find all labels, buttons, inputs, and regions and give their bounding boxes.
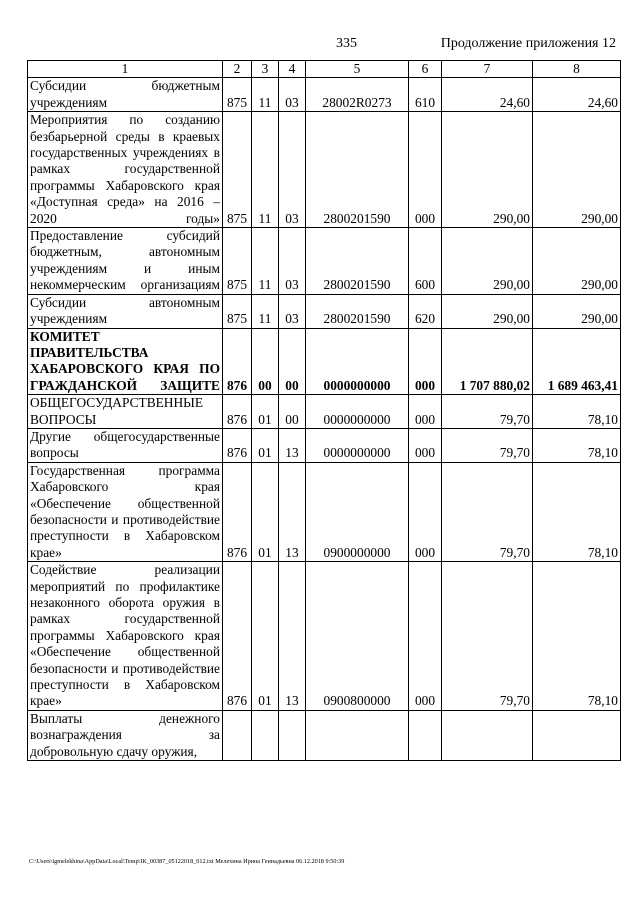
subsection-code-cell: 13 (279, 562, 306, 711)
row-name-cell: Мероприятия по созданию безбарьерной среды в краевых государственных учреждениях в рамках государственной программы Хабаровского края «Доступная среда» на 2016 – 2020 годы» (28, 112, 223, 228)
admin-code-cell: 875 (223, 112, 252, 228)
subsection-code-cell: 03 (279, 228, 306, 295)
expense-type-cell: 000 (409, 462, 442, 561)
column-header: 3 (252, 61, 279, 78)
amount-2019-cell: 290,00 (442, 294, 533, 328)
admin-code-cell: 876 (223, 328, 252, 395)
file-path-footer: C:\Users\igmelekhina\AppData\Local\Temp\IK_00387_05122018_012.txt Мелехина Ирина Геннадьевна 06.12.2018 9:50:39 (29, 858, 345, 865)
expense-type-cell: 000 (409, 112, 442, 228)
admin-code-cell: 875 (223, 294, 252, 328)
row-name-cell: Содействие реализации мероприятий по профилактике незаконного оборота оружия в рамках государственной программы Хабаровского края «Обеспечение общественной безопасности и противодействие преступности в Хабаровском крае» (28, 562, 223, 711)
subsection-code-cell: 13 (279, 428, 306, 462)
subsection-code-cell: 03 (279, 112, 306, 228)
section-code-cell: 01 (252, 462, 279, 561)
row-name-cell: Государственная программа Хабаровского края «Обеспечение общественной безопасности и противодействие преступности в Хабаровском крае» (28, 462, 223, 561)
row-name-cell: Другие общегосударственные вопросы (28, 428, 223, 462)
amount-2020-cell: 1 689 463,41 (533, 328, 621, 395)
column-header: 5 (306, 61, 409, 78)
amount-2019-cell: 79,70 (442, 395, 533, 429)
table-row (28, 294, 621, 328)
row-name-cell: Предоставление субсидий бюджетным, автономным учреждениям и иным некоммерческим организациям (28, 228, 223, 295)
table-header-row (28, 61, 621, 78)
target-article-cell: 0000000000 (306, 395, 409, 429)
column-header: 7 (442, 61, 533, 78)
expense-type-cell: 620 (409, 294, 442, 328)
column-header: 1 (28, 61, 223, 78)
subsection-code-cell (279, 710, 306, 760)
target-article-cell: 2800201590 (306, 112, 409, 228)
admin-code-cell: 875 (223, 78, 252, 112)
expense-type-cell: 600 (409, 228, 442, 295)
section-code-cell: 01 (252, 395, 279, 429)
expense-type-cell: 000 (409, 562, 442, 711)
target-article-cell: 2800201590 (306, 294, 409, 328)
amount-2020-cell: 78,10 (533, 428, 621, 462)
amount-2020-cell: 290,00 (533, 294, 621, 328)
target-article-cell: 2800201590 (306, 228, 409, 295)
table-row (28, 395, 621, 429)
column-header: 6 (409, 61, 442, 78)
table-row (28, 562, 621, 711)
table-row (28, 428, 621, 462)
amount-2019-cell: 290,00 (442, 228, 533, 295)
section-code-cell: 11 (252, 228, 279, 295)
target-article-cell: 28002R0273 (306, 78, 409, 112)
amount-2020-cell: 78,10 (533, 395, 621, 429)
amount-2020-cell: 24,60 (533, 78, 621, 112)
section-code-cell: 00 (252, 328, 279, 395)
amount-2020-cell (533, 710, 621, 760)
table-row (28, 710, 621, 760)
subsection-code-cell: 03 (279, 294, 306, 328)
expense-type-cell: 610 (409, 78, 442, 112)
amount-2019-cell (442, 710, 533, 760)
section-code-cell: 01 (252, 428, 279, 462)
section-code-cell: 11 (252, 112, 279, 228)
row-name-cell: КОМИТЕТ ПРАВИТЕЛЬСТВА ХАБАРОВСКОГО КРАЯ ПО ГРАЖДАНСКОЙ ЗАЩИТЕ (28, 328, 223, 395)
amount-2020-cell: 290,00 (533, 112, 621, 228)
section-code-cell: 11 (252, 78, 279, 112)
target-article-cell: 0900000000 (306, 462, 409, 561)
admin-code-cell: 876 (223, 462, 252, 561)
subsection-code-cell: 03 (279, 78, 306, 112)
column-header: 8 (533, 61, 621, 78)
expense-type-cell: 000 (409, 395, 442, 429)
admin-code-cell (223, 710, 252, 760)
table-row (28, 112, 621, 228)
amount-2019-cell: 24,60 (442, 78, 533, 112)
row-name-cell: Субсидии бюджетным учреждениям (28, 78, 223, 112)
column-header: 4 (279, 61, 306, 78)
target-article-cell: 0900800000 (306, 562, 409, 711)
section-code-cell (252, 710, 279, 760)
page-number: 335 (336, 36, 357, 51)
amount-2019-cell: 79,70 (442, 428, 533, 462)
amount-2019-cell: 1 707 880,02 (442, 328, 533, 395)
admin-code-cell: 876 (223, 562, 252, 711)
table-row (28, 78, 621, 112)
amount-2020-cell: 78,10 (533, 462, 621, 561)
expense-type-cell: 000 (409, 328, 442, 395)
amount-2020-cell: 290,00 (533, 228, 621, 295)
admin-code-cell: 875 (223, 228, 252, 295)
target-article-cell: 0000000000 (306, 428, 409, 462)
subsection-code-cell: 00 (279, 395, 306, 429)
row-name-cell: Субсидии автономным учреждениям (28, 294, 223, 328)
subsection-code-cell: 00 (279, 328, 306, 395)
appendix-continuation-label: Продолжение приложения 12 (440, 36, 616, 51)
column-header: 2 (223, 61, 252, 78)
table-row (28, 328, 621, 395)
row-name-cell: Выплаты денежного вознаграждения за добровольную сдачу оружия, (28, 710, 223, 760)
table-row (28, 462, 621, 561)
amount-2019-cell: 79,70 (442, 462, 533, 561)
admin-code-cell: 876 (223, 428, 252, 462)
budget-table (27, 60, 621, 761)
admin-code-cell: 876 (223, 395, 252, 429)
table-row (28, 228, 621, 295)
amount-2019-cell: 290,00 (442, 112, 533, 228)
expense-type-cell (409, 710, 442, 760)
amount-2019-cell: 79,70 (442, 562, 533, 711)
section-code-cell: 01 (252, 562, 279, 711)
section-code-cell: 11 (252, 294, 279, 328)
subsection-code-cell: 13 (279, 462, 306, 561)
row-name-cell: ОБЩЕГОСУДАРСТВЕННЫЕ ВОПРОСЫ (28, 395, 223, 429)
target-article-cell: 0000000000 (306, 328, 409, 395)
expense-type-cell: 000 (409, 428, 442, 462)
amount-2020-cell: 78,10 (533, 562, 621, 711)
target-article-cell (306, 710, 409, 760)
